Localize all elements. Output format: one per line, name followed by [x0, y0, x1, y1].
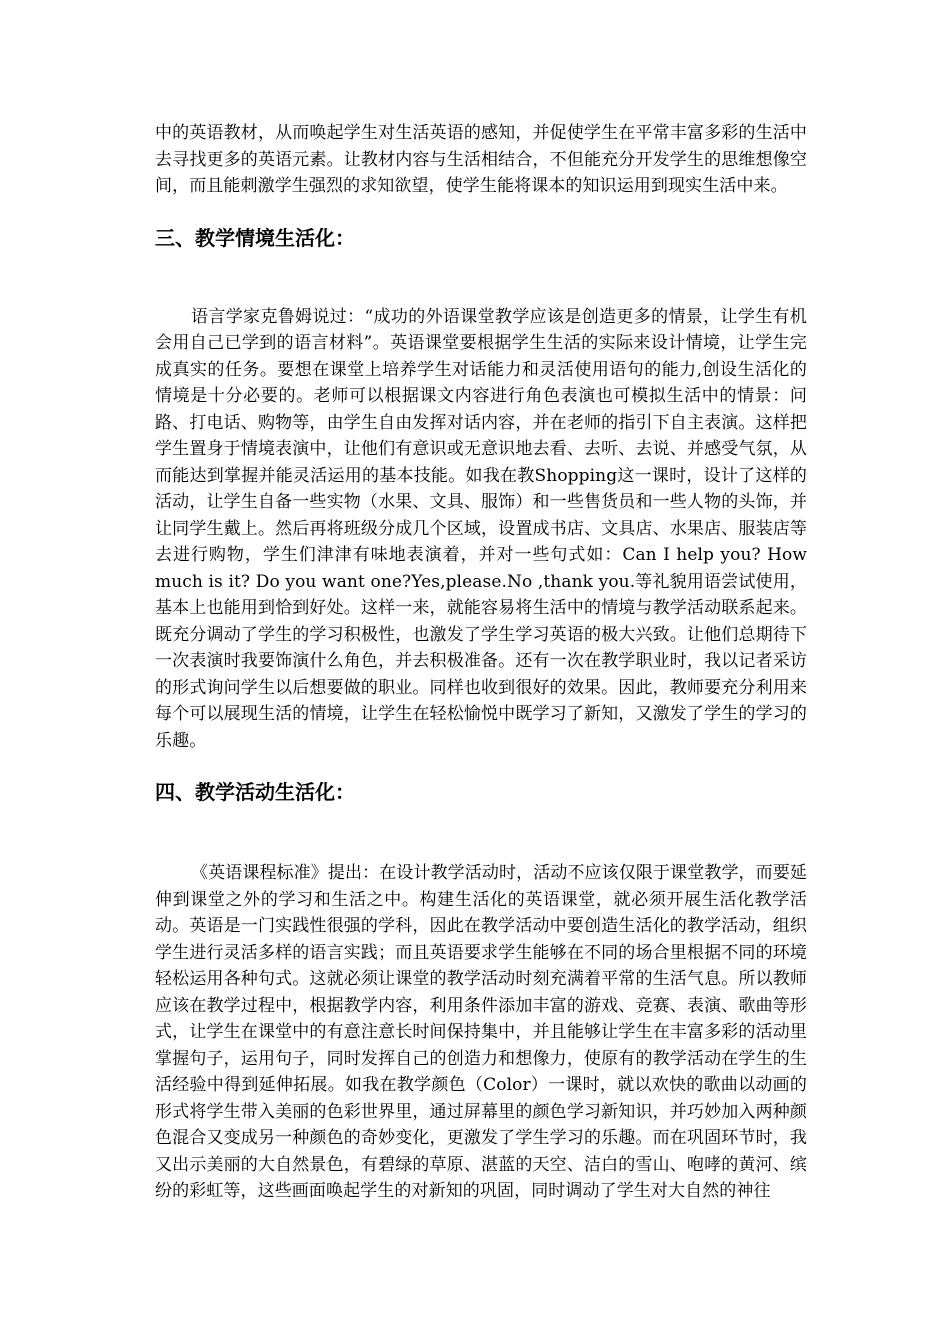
body-paragraph: 语言学家克鲁姆说过：“成功的外语课堂教学应该是创造更多的情景，让学生有机会用自己已学到的语言材料”。英语课堂要根据学生生活的实际来设计情境，让学生完成真实的任务。要想在课堂上培养学生对话能力和灵活使用语句的能力,创设生活化的情境是十分必要的。老师可以根据课文内容进行角色表演也可模拟生活中的情景：问路、打电话、购物等，由学生自由发挥对话内容，并在老师的指引下自主表演。这样把学生置身于情境表演中，让他们有意识或无意识地去看、去听、去说、并感受气氛，从而能达到掌握并能灵活运用的基本技能。如我在教Shopping这一课时，设计了这样的活动，让学生自备一些实物（水果、文具、服饰）和一些售货员和一些人物的头饰，并让同学生戴上。然后再将班级分成几个区域，设置成书店、文具店、水果店、服装店等去进行购物，学生们津津有味地表演着，并对一些句式如：Can I help you? How much is it? Do you want one?Yes,please.No ,thank you.等礼貌用语尝试使用，基本上也能用到恰到好处。这样一来，就能容易将生活中的情境与教学活动联系起来。既充分调动了学生的学习积极性，也激发了学生学习英语的极大兴致。让他们总期待下一次表演时我要饰演什么角色，并去积极准备。还有一次在教学职业时，我以记者采访的形式询问学生以后想要做的职业。同样也收到很好的效果。因此，教师要充分利用来每个可以展现生活的情境，让学生在轻松愉悦中既学习了新知，又激发了学生的学习的乐趣。 — [155, 306, 807, 751]
body-paragraph: 中的英语教材，从而唤起学生对生活英语的感知，并促使学生在平常丰富多彩的生活中去寻找更多的英语元素。让教材内容与生活相结合，不但能充分开发学生的思维想像空间，而且能刺激学生强烈的求知欲望，使学生能将课本的知识运用到现实生活中来。 — [155, 123, 807, 196]
section-heading: 四、教学活动生活化： — [155, 780, 355, 804]
document-page — [155, 120, 807, 1205]
body-paragraph: 《英语课程标准》提出：在设计教学活动时，活动不应该仅限于课堂教学，而要延伸到课堂之外的学习和生活之中。构建生活化的英语课堂，就必须开展生活化教学活动。英语是一门实践性很强的学科，因此在教学活动中要创造生活化的教学活动，组织学生进行灵活多样的语言实践；而且英语要求学生能够在不同的场合里根据不同的环境轻松运用各种句式。这就必须让课堂的教学活动时刻充满着平常的生活气息。所以教师应该在教学过程中，根据教学内容，利用条件添加丰富的游戏、竞赛、表演、歌曲等形式，让学生在课堂中的有意注意长时间保持集中，并且能够让学生在丰富多彩的活动里掌握句子，运用句子，同时发挥自己的创造力和想像力，使原有的教学活动在学生的生活经验中得到延伸拓展。如我在教学颜色（Color）一课时，就以欢快的歌曲以动画的形式将学生带入美丽的色彩世界里，通过屏幕里的颜色学习新知识，并巧妙加入两种颜色混合又变成另一种颜色的奇妙变化，更激发了学生学习的乐趣。而在巩固环节时，我又出示美丽的大自然景色，有碧绿的草原、湛蓝的天空、洁白的雪山、咆哮的黄河、缤纷的彩虹等，这些画面唤起学生的对新知的巩固，同时调动了学生对大自然的神往 — [155, 863, 807, 1201]
section-heading: 三、教学情境生活化： — [155, 225, 355, 250]
